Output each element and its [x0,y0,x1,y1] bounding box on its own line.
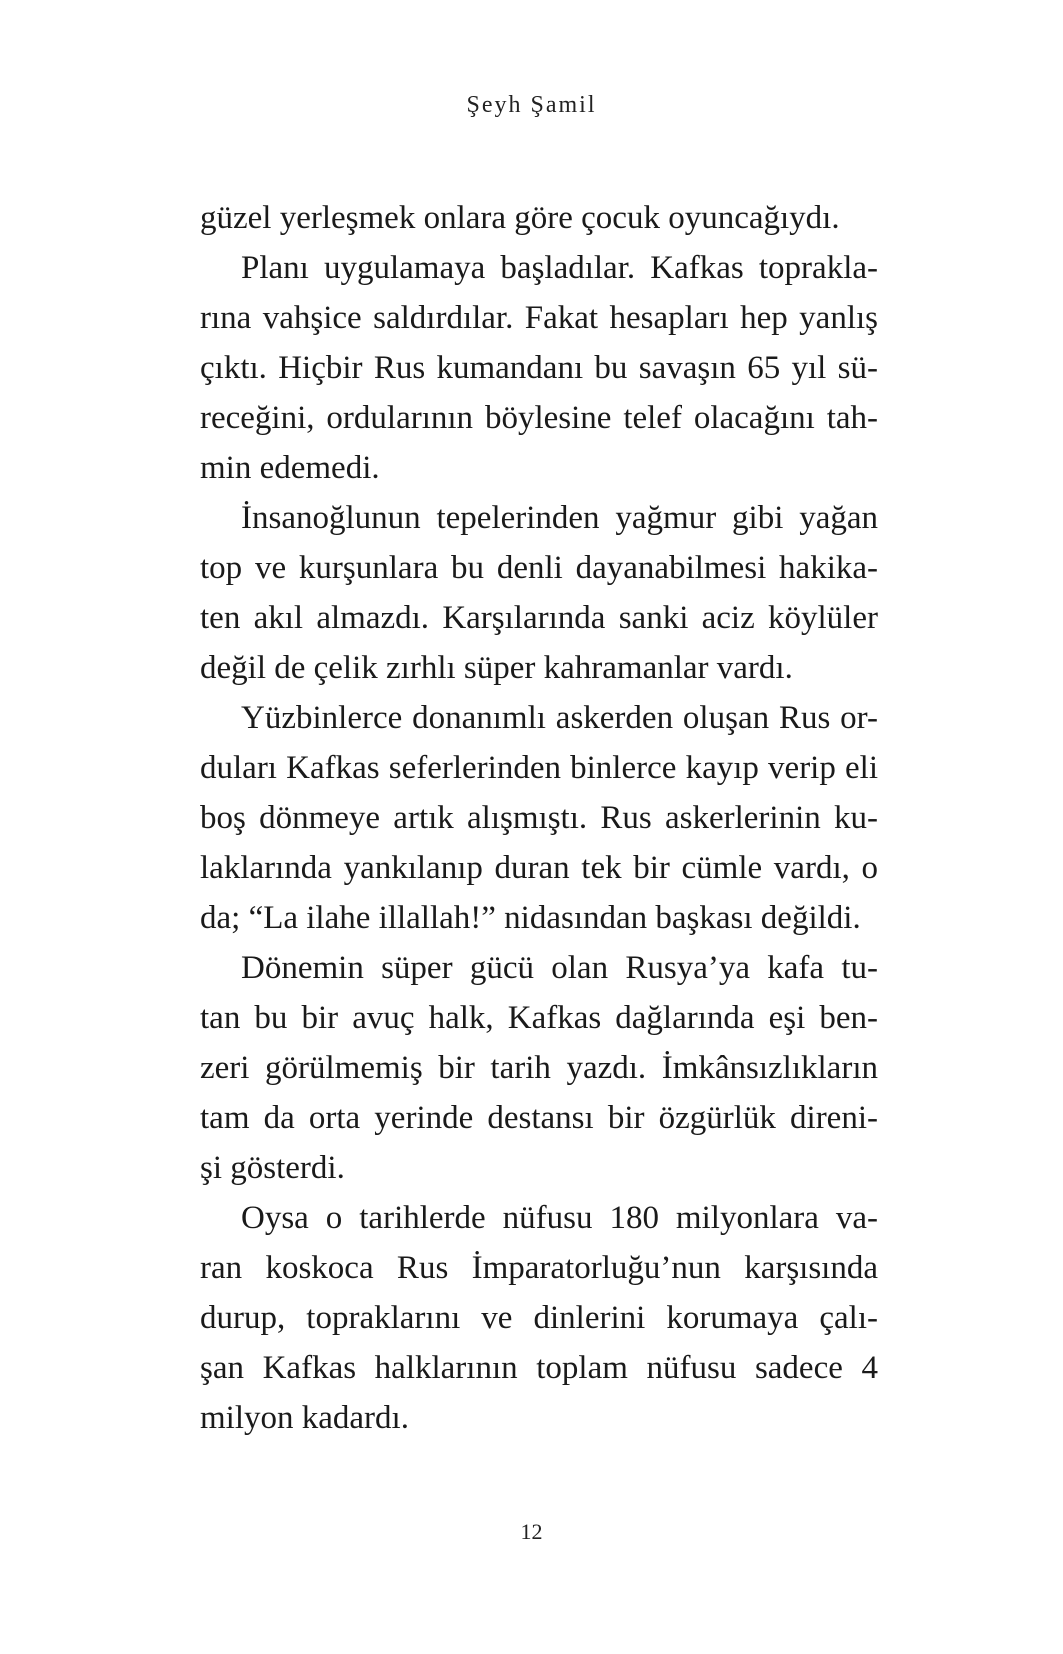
paragraph-2 [200,243,878,493]
text-line: Dönemin süper gücü olan Rusya’ya kafa tu- [241,950,878,986]
text-line: laklarında yankılanıp duran tek bir cümle vardı, o [200,850,878,886]
page-number: 12 [520,1519,543,1544]
text-line: Planı uygulamaya başladılar. Kafkas toprakla- [241,250,878,286]
text-line: zeri görülmemiş bir tarih yazdı. İmkânsızlıkların [200,1050,878,1086]
text-line: Yüzbinlerce donanımlı askerden oluşan Rus or- [241,700,878,736]
text-line: çıktı. Hiçbir Rus kumandanı bu savaşın 65 yıl sü- [200,350,878,386]
paragraph-1 [200,193,878,243]
text-line: değil de çelik zırhlı süper kahramanlar vardı. [200,650,793,686]
text-line: İnsanoğlunun tepelerinden yağmur gibi yağan [241,500,878,536]
paragraph-5 [200,943,878,1193]
text-line: güzel yerleşmek onlara göre çocuk oyuncağıydı. [200,200,840,236]
text-line: tan bu bir avuç halk, Kafkas dağlarında eşi ben- [200,1000,878,1036]
text-line: ten akıl almazdı. Karşılarında sanki aciz köylüler [200,600,878,636]
text-line: Oysa o tarihlerde nüfusu 180 milyonlara va- [241,1200,878,1236]
text-line: duları Kafkas seferlerinden binlerce kayıp verip eli [200,750,878,786]
text-line: tam da orta yerinde destansı bir özgürlük direni- [200,1100,878,1136]
text-line: receğini, ordularının böylesine telef olacağını tah- [200,400,878,436]
text-line: şi gösterdi. [200,1150,345,1186]
text-line: da; “La ilahe illallah!” nidasından başkası değildi. [200,900,861,936]
text-line: rına vahşice saldırdılar. Fakat hesapları hep yanlış [200,300,878,336]
text-line: ran koskoca Rus İmparatorluğu’nun karşısında [200,1250,878,1286]
paragraph-4 [200,693,878,943]
paragraph-3 [200,493,878,693]
paragraph-6 [200,1193,878,1443]
text-line: top ve kurşunlara bu denli dayanabilmesi hakika- [200,550,878,586]
text-line: min edemedi. [200,450,380,486]
text-line: durup, topraklarını ve dinlerini korumaya çalı- [200,1300,878,1336]
body-text [200,193,878,1443]
text-line: milyon kadardı. [200,1400,409,1436]
text-line: şan Kafkas halklarının toplam nüfusu sadece 4 [200,1350,878,1386]
running-header: Şeyh Şamil [466,92,597,118]
text-line: boş dönmeye artık alışmıştı. Rus askerlerinin ku- [200,800,878,836]
